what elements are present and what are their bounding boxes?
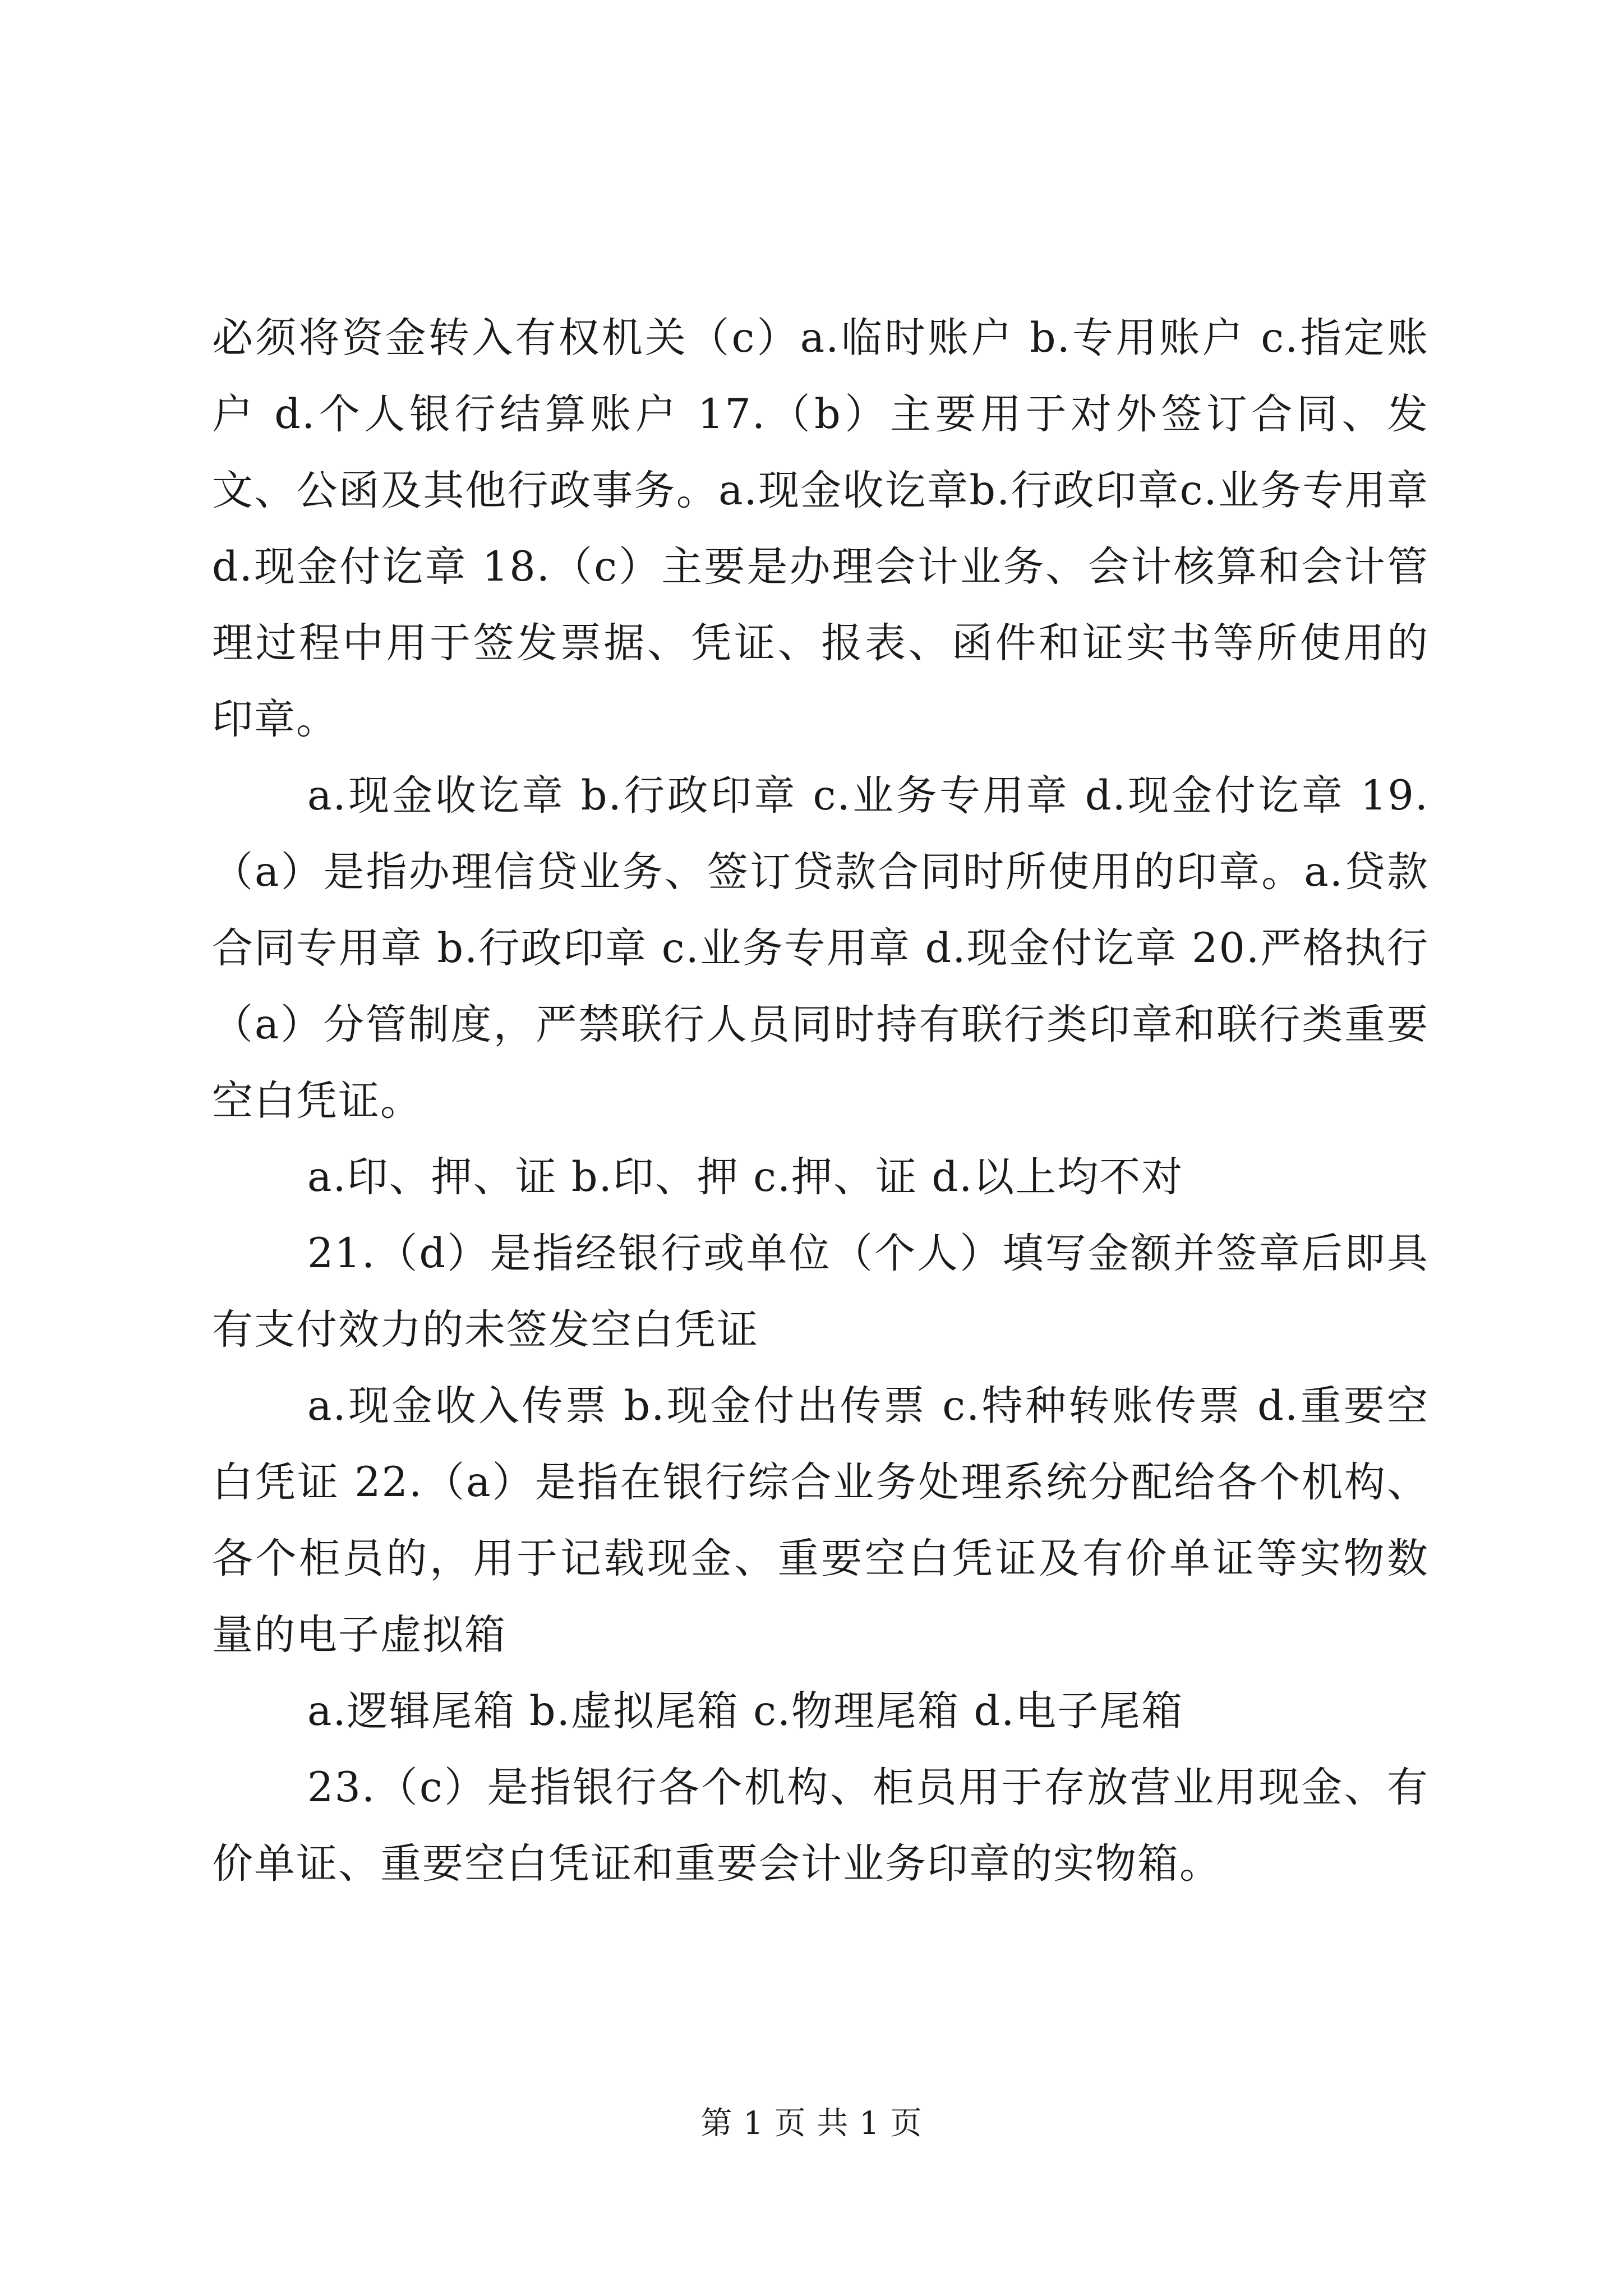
paragraph-2: a.现金收讫章 b.行政印章 c.业务专用章 d.现金付讫章 19.（a）是指办理信贷业务、签订贷款合同时所使用的印章。a.贷款合同专用章 b.行政印章 c.业务专用章 d.现金付讫章 20.严格执行（a）分管制度，严禁联行人员同时持有联行类印章和联行类重要空白凭证。 bbox=[212, 772, 1429, 1125]
paragraph-4: 21.（d）是指经银行或单位（个人）填写金额并签章后即具有支付效力的未签发空白凭证 bbox=[212, 1230, 1429, 1354]
paragraph-1: 必须将资金转入有权机关（c）a.临时账户 b.专用账户 c.指定账户 d.个人银行结算账户 17.（b）主要用于对外签订合同、发文、公函及其他行政事务。a.现金收讫章b.行政印章c.业务专用章d.现金付讫章 18.（c）主要是办理会计业务、会计核算和会计管理过程中用于签发票据、凭证、报表、函件和证实书等所使用的印章。 bbox=[212, 314, 1429, 743]
paragraph-5: a.现金收入传票 b.现金付出传票 c.特种转账传票 d.重要空白凭证 22.（a）是指在银行综合业务处理系统分配给各个机构、各个柜员的，用于记载现金、重要空白凭证及有价单证等实物数量的电子虚拟箱 bbox=[212, 1382, 1429, 1659]
document-body bbox=[212, 300, 1429, 1902]
page-footer: 第 1 页 共 1 页 bbox=[700, 2105, 923, 2142]
paragraph-3: a.印、押、证 b.印、押 c.押、证 d.以上均不对 bbox=[307, 1153, 1184, 1201]
paragraph-6: a.逻辑尾箱 b.虚拟尾箱 c.物理尾箱 d.电子尾箱 bbox=[307, 1687, 1184, 1735]
paragraph-7: 23.（c）是指银行各个机构、柜员用于存放营业用现金、有价单证、重要空白凭证和重要会计业务印章的实物箱。 bbox=[212, 1764, 1429, 1888]
